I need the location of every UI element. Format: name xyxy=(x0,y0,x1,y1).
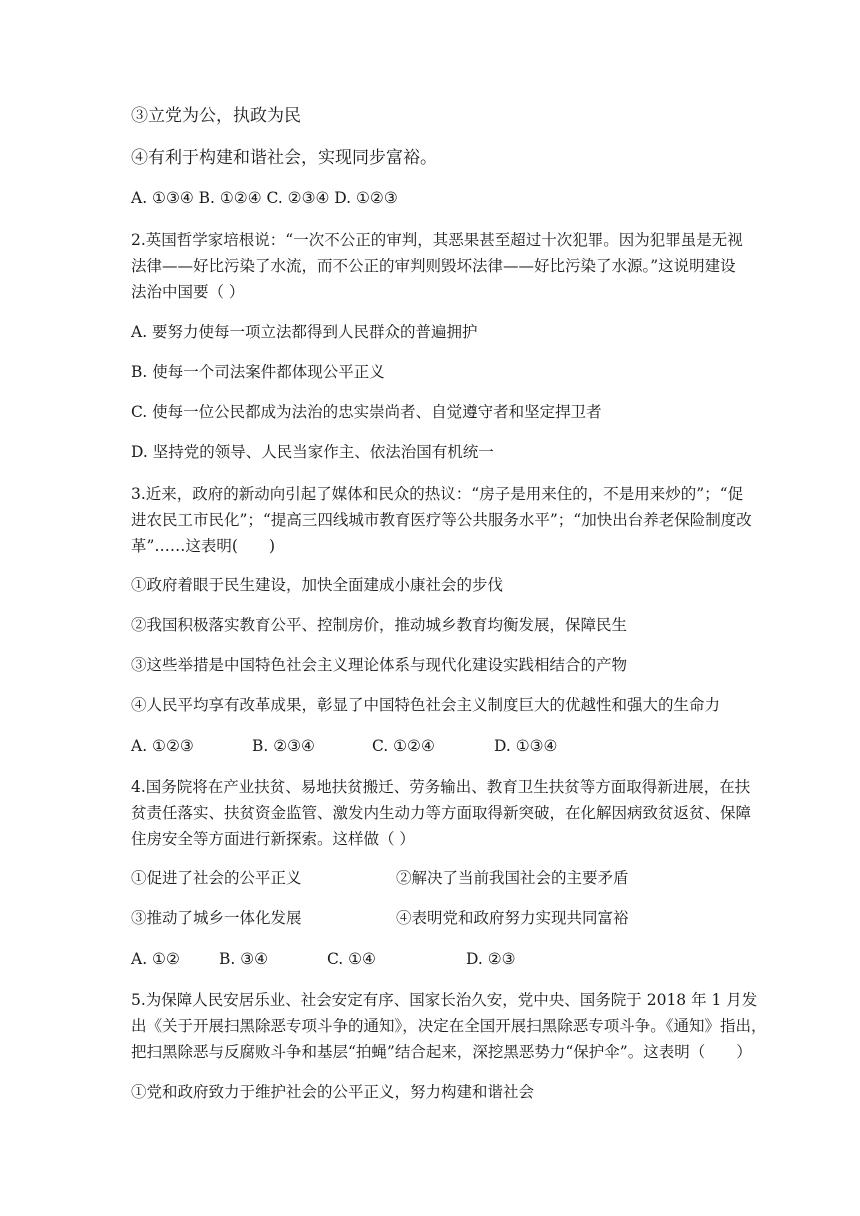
q4-stem-line-3: 住房安全等方面进行新探索。这样做（ ） xyxy=(131,830,415,848)
q3-stem-line-3: 革”……这表明( ) xyxy=(131,537,276,555)
q2-stem-line-1: 2.英国哲学家培根说：“一次不公正的审判，其恶果甚至超过十次犯罪。因为犯罪虽是无视 xyxy=(131,231,743,249)
q3-stem-line-1: 3.近来，政府的新动向引起了媒体和民众的热议：“房子是用来住的，不是用来炒的”；“促 xyxy=(131,485,744,503)
q2-choice-a: A. 要努力使每一项立法都得到人民群众的普遍拥护 xyxy=(131,323,478,341)
q5-option-1: ①党和政府致力于维护社会的公平正义，努力构建和谐社会 xyxy=(131,1083,535,1101)
q3-choice-d: D. ①③④ xyxy=(494,737,558,755)
q3-option-4: ④人民平均享有改革成果，彰显了中国特色社会主义制度巨大的优越性和强大的生命力 xyxy=(131,696,721,714)
q3-choice-c: C. ①②④ xyxy=(372,737,435,755)
prev-option-3: ③立党为公，执政为民 xyxy=(131,106,301,126)
q2-stem-line-2: 法律——好比污染了水流，而不公正的审判则毁坏法律——好比污染了水源。”这说明建设 xyxy=(131,257,736,275)
prev-answer-choices: A. ①③④ B. ①②④ C. ②③④ D. ①②③ xyxy=(131,189,398,207)
q3-stem-line-2: 进农民工市民化”；“提高三四线城市教育医疗等公共服务水平”；“加快出台养老保险制度改 xyxy=(131,511,752,529)
q2-choice-c: C. 使每一位公民都成为法治的忠实崇尚者、自觉遵守者和坚定捍卫者 xyxy=(131,403,602,421)
q5-stem-line-2: 出《关于开展扫黑除恶专项斗争的通知》，决定在全国开展扫黑除恶专项斗争。《通知》指出， xyxy=(131,1017,767,1035)
q4-choice-c: C. ①④ xyxy=(327,950,376,968)
q4-stem-line-1: 4.国务院将在产业扶贫、易地扶贫搬迁、劳务输出、教育卫生扶贫等方面取得新进展，在扶 xyxy=(131,778,751,796)
q2-stem-line-3: 法治中国要（ ） xyxy=(131,283,245,301)
q4-option-1: ①促进了社会的公平正义 xyxy=(131,869,302,887)
q4-option-2: ②解决了当前我国社会的主要矛盾 xyxy=(396,869,629,887)
q4-choice-a: A. ①② xyxy=(131,950,180,968)
q4-option-3: ③推动了城乡一体化发展 xyxy=(131,909,302,927)
q5-stem-line-1: 5.为保障人民安居乐业、社会安定有序、国家长治久安，党中央、国务院于 2018 年 1 月发 xyxy=(131,991,758,1009)
q2-choice-b: B. 使每一个司法案件都体现公平正义 xyxy=(131,363,385,381)
q2-choice-d: D. 坚持党的领导、人民当家作主、依法治国有机统一 xyxy=(131,443,494,461)
prev-option-4: ④有利于构建和谐社会，实现同步富裕。 xyxy=(131,148,437,168)
q4-choice-b: B. ③④ xyxy=(219,950,269,968)
q4-stem-line-2: 贫责任落实、扶贫资金监管、激发内生动力等方面取得新突破，在化解因病致贫返贫、保障 xyxy=(131,804,752,822)
q3-option-2: ②我国积极落实教育公平、控制房价，推动城乡教育均衡发展，保障民生 xyxy=(131,616,628,634)
q5-stem-line-3: 把扫黑除恶与反腐败斗争和基层“拍蝇”结合起来，深挖黑恶势力“保护伞”。这表明（ ） xyxy=(131,1043,752,1061)
q3-choice-a: A. ①②③ xyxy=(131,737,194,755)
q4-choice-d: D. ②③ xyxy=(466,950,516,968)
q3-choice-b: B. ②③④ xyxy=(252,737,315,755)
q4-option-4: ④表明党和政府努力实现共同富裕 xyxy=(396,909,629,927)
q3-option-3: ③这些举措是中国特色社会主义理论体系与现代化建设实践相结合的产物 xyxy=(131,656,628,674)
q3-option-1: ①政府着眼于民生建设，加快全面建成小康社会的步伐 xyxy=(131,576,504,594)
